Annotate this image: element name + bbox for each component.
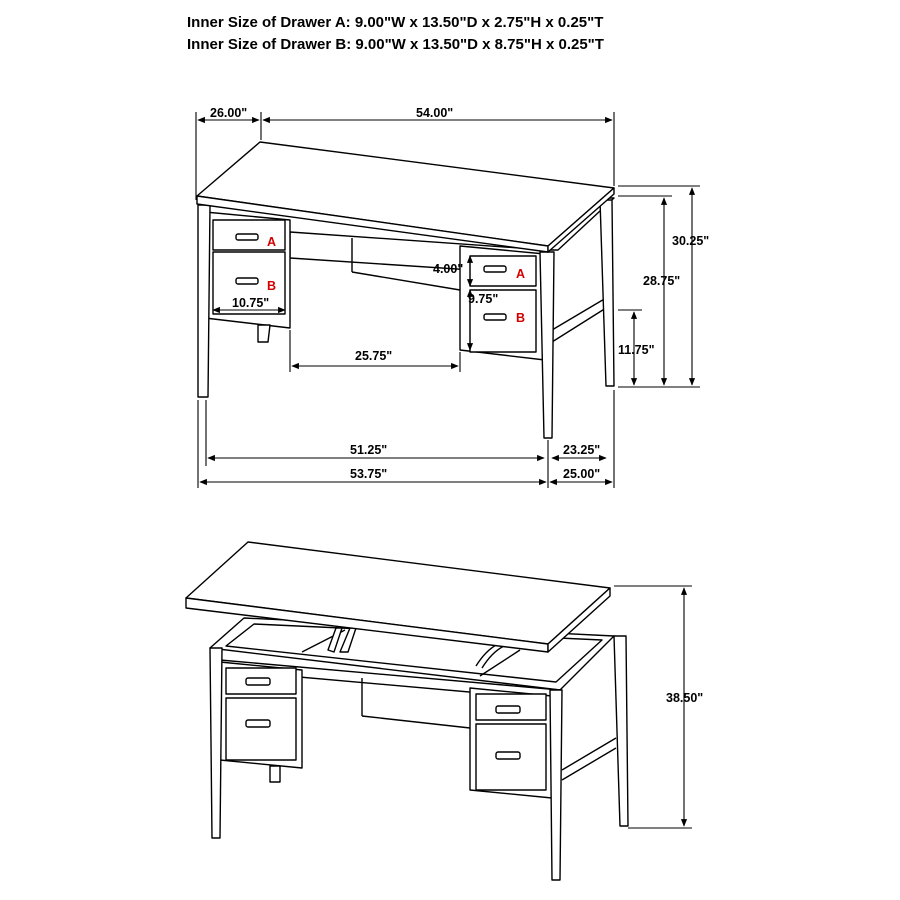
left-drawer-a-handle-lift — [246, 678, 270, 685]
label-lift-height: 38.50" — [666, 691, 704, 705]
right-drawer-a-handle-lift — [496, 706, 520, 713]
label-width-legs: 51.25" — [350, 443, 388, 457]
back-right-leg — [600, 200, 614, 386]
label-drawer-a-height: 4.00" — [433, 262, 464, 276]
right-drawer-b-tag: B — [516, 311, 526, 325]
back-left-leg — [258, 325, 270, 342]
label-drawer-width: 10.75" — [232, 296, 270, 310]
left-drawer-b-tag: B — [267, 279, 277, 293]
label-width-top: 54.00" — [416, 106, 454, 120]
drawer-a-spec: Inner Size of Drawer A: 9.00"W x 13.50"D x 2.75"H x 0.25"T — [187, 14, 604, 31]
side-stretcher-lift-lower — [562, 748, 616, 780]
back-right-leg-lift — [614, 636, 628, 826]
label-height-overall: 30.25" — [672, 234, 710, 248]
front-left-leg-lift — [210, 648, 222, 838]
back-left-leg-lift — [270, 766, 280, 782]
label-height-apron: 28.75" — [643, 274, 681, 288]
label-drawer-b-height: 9.75" — [468, 292, 499, 306]
left-drawer-a-tag: A — [267, 235, 277, 249]
desk-closed-drawing — [197, 142, 614, 438]
desk-lift-drawing — [186, 542, 628, 880]
label-height-stretcher: 11.75" — [618, 343, 655, 357]
left-drawer-b-handle-lift — [246, 720, 270, 727]
left-drawer-a-handle — [236, 234, 258, 240]
side-stretcher-lift-upper — [562, 738, 616, 770]
label-depth-overall: 25.00" — [563, 467, 601, 481]
drawer-b-spec: Inner Size of Drawer B: 9.00"W x 13.50"D x 8.75"H x 0.25"T — [187, 36, 604, 53]
knee-back-bottom-lift — [362, 716, 470, 728]
right-drawer-b-handle — [484, 314, 506, 320]
label-width-overall: 53.75" — [350, 467, 388, 481]
label-depth-top: 26.00" — [210, 106, 248, 120]
label-knee-width: 25.75" — [355, 349, 393, 363]
right-drawer-b-handle-lift — [496, 752, 520, 759]
left-drawer-b-handle — [236, 278, 258, 284]
right-drawer-a-tag: A — [516, 267, 526, 281]
label-depth-legs: 23.25" — [563, 443, 601, 457]
front-left-leg — [198, 205, 210, 397]
front-right-leg — [540, 252, 554, 438]
left-drawer-b-lift — [226, 698, 296, 760]
right-drawer-a-handle — [484, 266, 506, 272]
front-right-leg-lift — [550, 690, 562, 880]
